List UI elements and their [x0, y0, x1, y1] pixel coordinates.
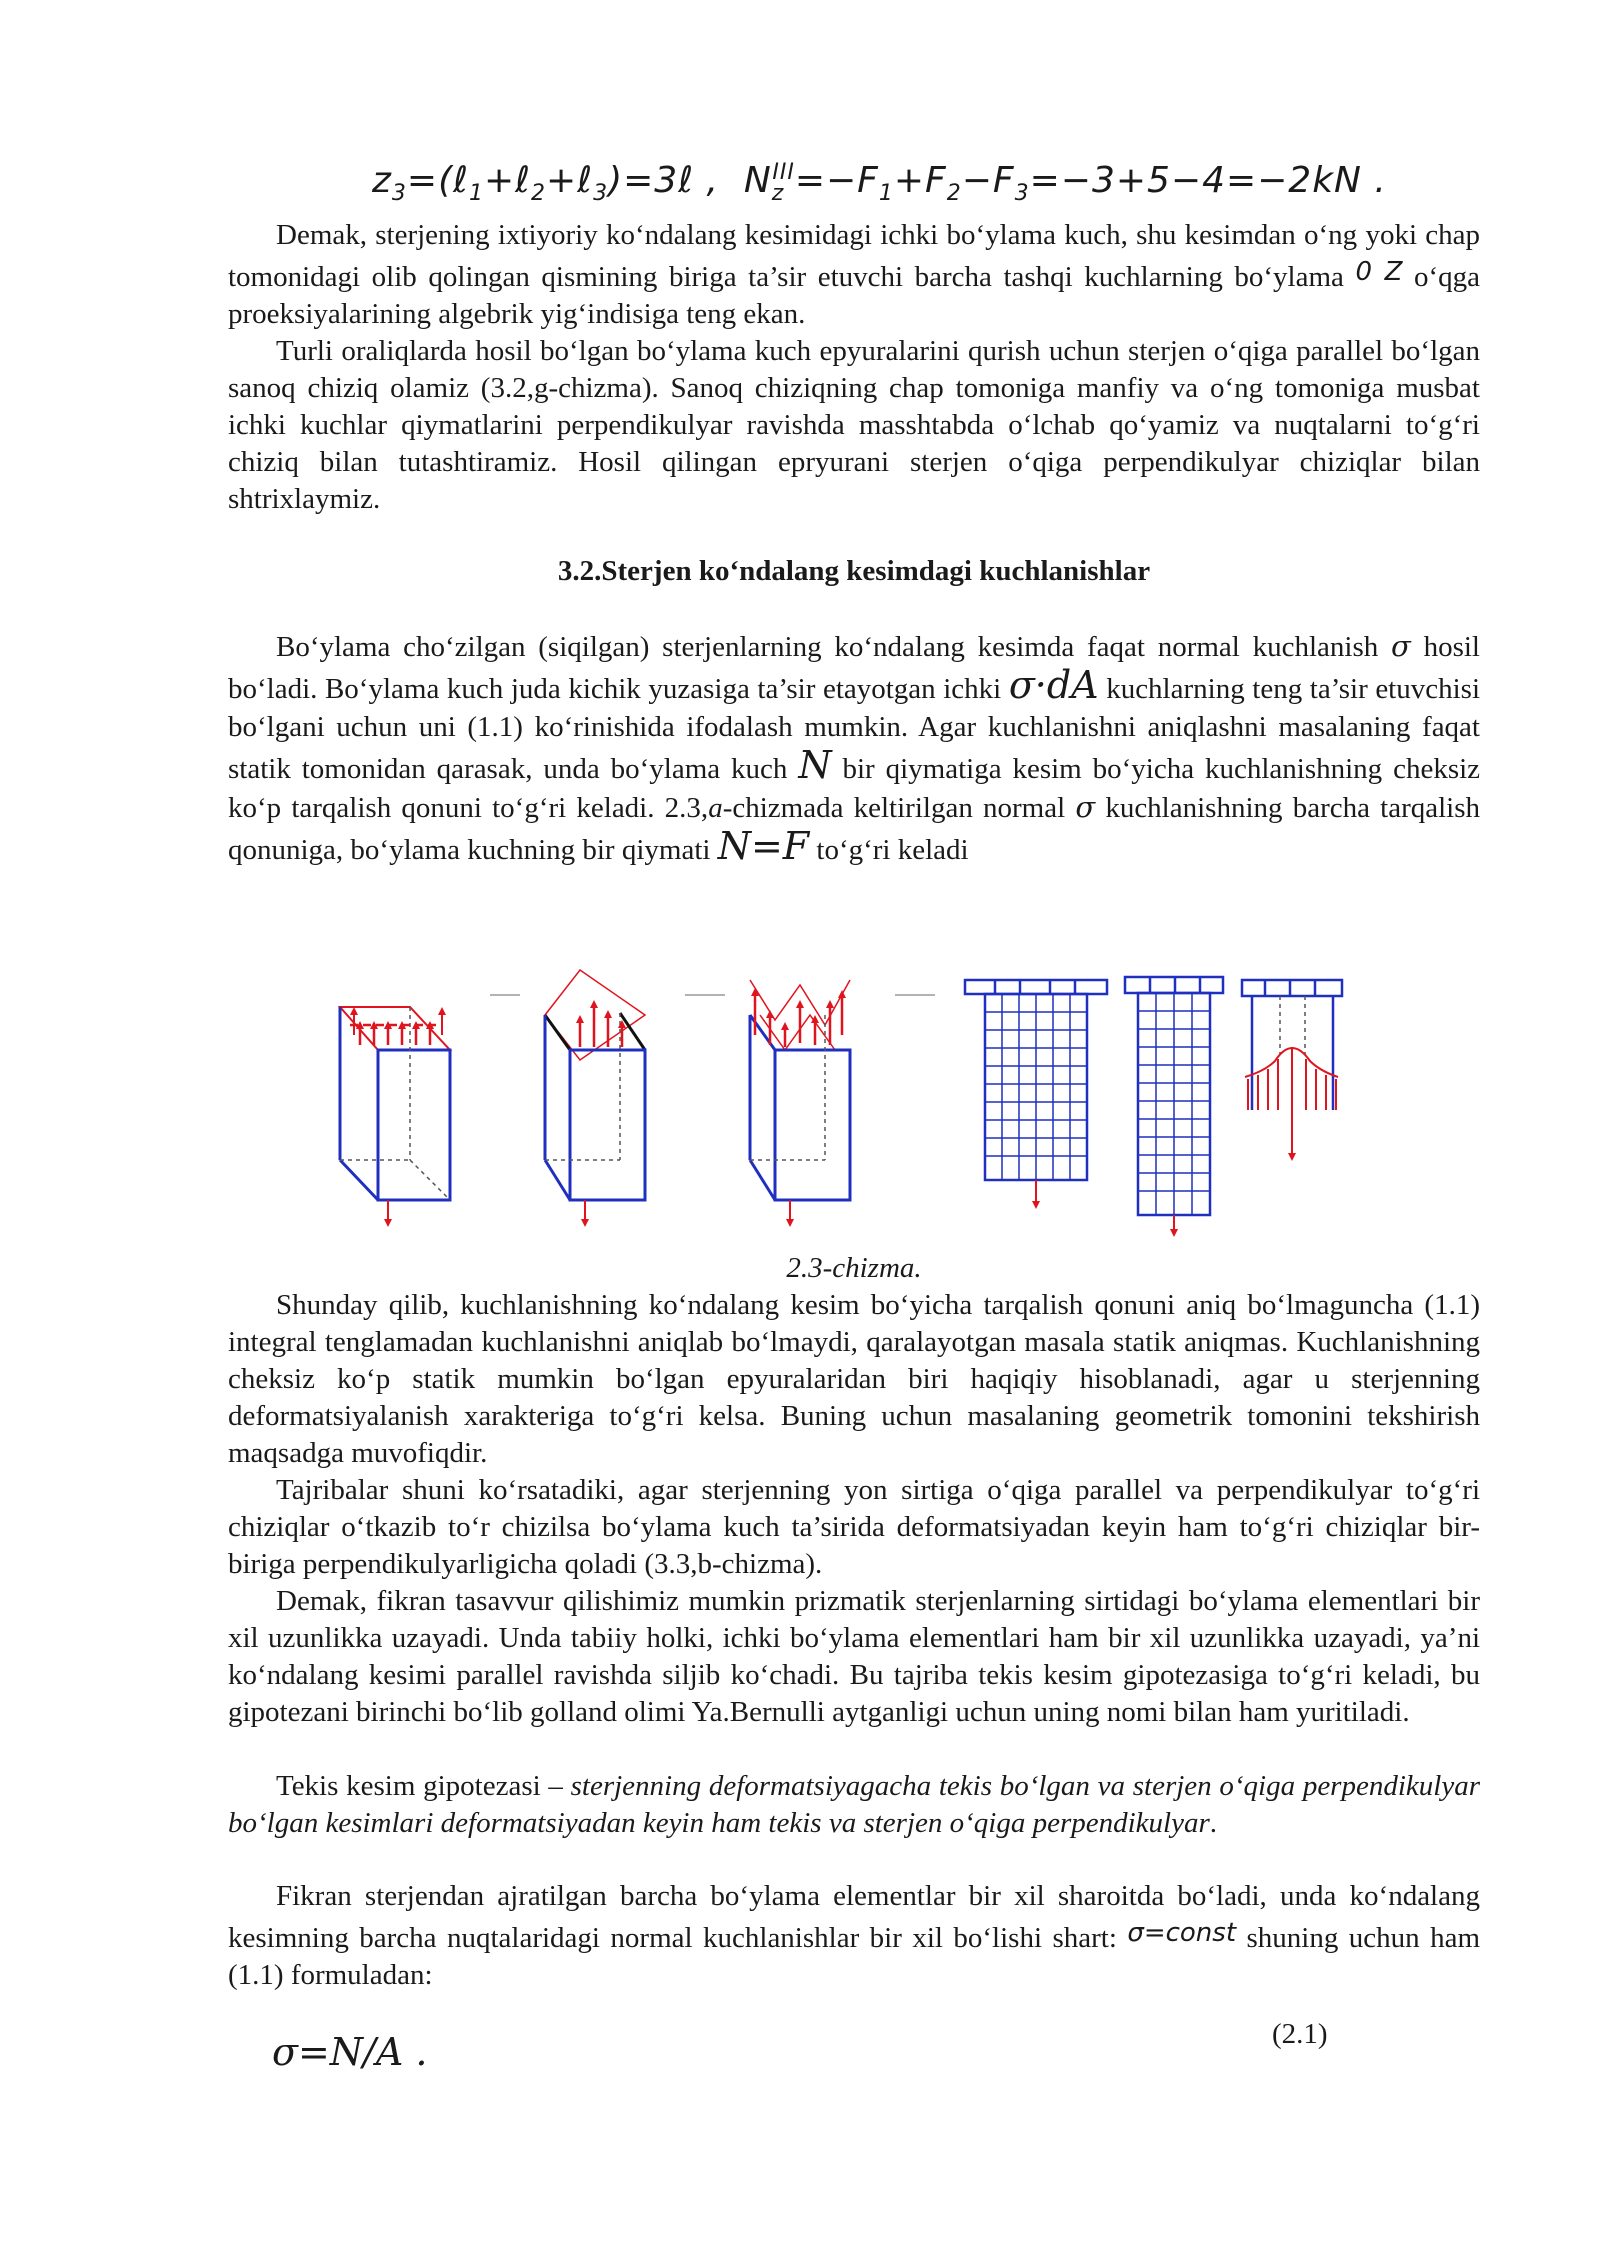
- paragraph-8: Fikran sterjendan ajratilgan barcha bo‘ylama elementlar bir xil sharoitda bo‘ladi, unda ko‘ndalang kesimning barcha nuqtalaridagi normal kuchlanishlar bir xil bo‘lishi shart: σ=const shuning uchun ham (1.1) formuladan:: [228, 1880, 1481, 1991]
- formula-internal-force: $z_3=(\ell_1+\ell_2+\ell_3)=3\ell$ , $N_z^{III}=-F_1+F_2-F_3=-3+5-4=-2kN$ .: [372, 160, 1387, 207]
- figure-caption: 2.3-chizma.: [786, 1252, 922, 1284]
- prism-uniform: [340, 1007, 450, 1227]
- equation-stress: σ=N/A .: [272, 2030, 428, 2074]
- paragraph-7: Tekis kesim gipotezasi – sterjenning deformatsiyagacha tekis bo‘lgan va sterjen o‘qiga perpendikulyar bo‘lgan kesimlari deformatsiyadan keyin ham tekis va sterjen o‘qiga perpendikulyar.: [228, 1770, 1480, 1839]
- paragraph-3: Bo‘ylama cho‘zilgan (siqilgan) sterjenlarning ko‘ndalang kesimda faqat normal kuchlanish σ hosil bo‘ladi. Bo‘ylama kuch juda kichik yuzasiga ta’sir etayotgan ichki σ·dA kuchlarning teng ta’sir etuvchisi bo‘lgani uchun uni (1.1) ko‘rinishida ifodalash mumkin. Agar kuchlanishni aniqlashni masalaning faqat statik tomonidan qarasak, unda bo‘ylama kuch N bir qiymatiga kesim bo‘yicha kuchlanishning cheksiz ko‘p tarqalish qonuni to‘g‘ri keladi. 2.3,a-chizmada keltirilgan normal σ kuchlanishning barcha tarqalish qonuniga, bo‘ylama kuchning bir qiymati N=F to‘g‘ri keladi: [228, 629, 1481, 868]
- grid-bar-deformed: [1125, 977, 1223, 1237]
- paragraph-5: Tajribalar shuni ko‘rsatadiki, agar sterjenning yon sirtiga o‘qiga parallel va perpendikulyar to‘g‘ri chiziqlar o‘tkazib to‘r chizilsa bo‘ylama kuch ta’sirida deformatsiyadan keyin ham to‘g‘ri chiziqlar bir-biriga perpendikulyarligicha qoladi (3.3,b-chizma).: [228, 1474, 1480, 1580]
- figure-stress-distribution: [330, 965, 1360, 1245]
- prism-sawtooth: [750, 980, 850, 1227]
- grid-bar-undeformed: [965, 980, 1107, 1209]
- paragraph-6: Demak, fikran tasavvur qilishimiz mumkin prizmatik sterjenlarning sirtidagi bo‘ylama elementlari bir xil uzunlikka uzayadi. Unda tabiiy holki, ichki bo‘ylama elementlari ham bir xil uzunlikka uzayadi, ya’ni ko‘ndalang kesimi parallel ravishda siljib ko‘chadi. Bu tajriba tekis kesim gipotezasiga to‘g‘ri keladi, bu gipotezani birinchi bo‘lib golland olimi Ya.Bernulli aytganligi uchun uning nomi bilan ham yuritiladi.: [228, 1585, 1480, 1728]
- equation-number: (2.1): [1272, 2018, 1328, 2050]
- section-heading: 3.2.Sterjen ko‘ndalang kesimdagi kuchlanishlar: [557, 555, 1151, 587]
- bar-curved-stress: [1242, 980, 1342, 1161]
- paragraph-2: Turli oraliqlarda hosil bo‘lgan bo‘ylama kuch epyuralarini qurish uchun sterjen o‘qiga parallel bo‘lgan sanoq chiziq olamiz (3.2,g-chizma). Sanoq chiziqning chap tomoniga manfiy va o‘ng tomoniga musbat ichki kuchlar qiymatlarini perpendikulyar ravishda masshtabda o‘lchab qo‘yamiz va nuqtalarni to‘g‘ri chiziq bilan tutashtiramiz. Hosil qilingan epryurani sterjen o‘qiga perpendikulyar chiziqlar bilan shtrixlaymiz.: [228, 335, 1480, 515]
- paragraph-1: Demak, sterjening ixtiyoriy ko‘ndalang kesimidagi ichki bo‘ylama kuch, shu kesimdan o‘ng yoki chap tomonidagi olib qolingan qismining biriga ta’sir etuvchi barcha tashqi kuchlarning bo‘ylama 0 Z o‘qga proeksiyalarining algebrik yig‘indisiga teng ekan.: [228, 219, 1480, 330]
- prism-triangular: [545, 970, 645, 1227]
- paragraph-4: Shunday qilib, kuchlanishning ko‘ndalang kesim bo‘yicha tarqalish qonuni aniq bo‘lmaguncha (1.1) integral tenglamadan kuchlanishni aniqlab bo‘lmaydi, qaralayotgan masala statik aniqmas. Kuchlanishning cheksiz ko‘p statik mumkin bo‘lgan epyuralaridan biri haqiqiy hisoblanadi, agar u sterjenning deformatsiyalanish xarakteriga to‘g‘ri kelsa. Buning uchun masalaning geometrik tomonini tekshirish maqsadga muvofiqdir.: [228, 1289, 1480, 1469]
